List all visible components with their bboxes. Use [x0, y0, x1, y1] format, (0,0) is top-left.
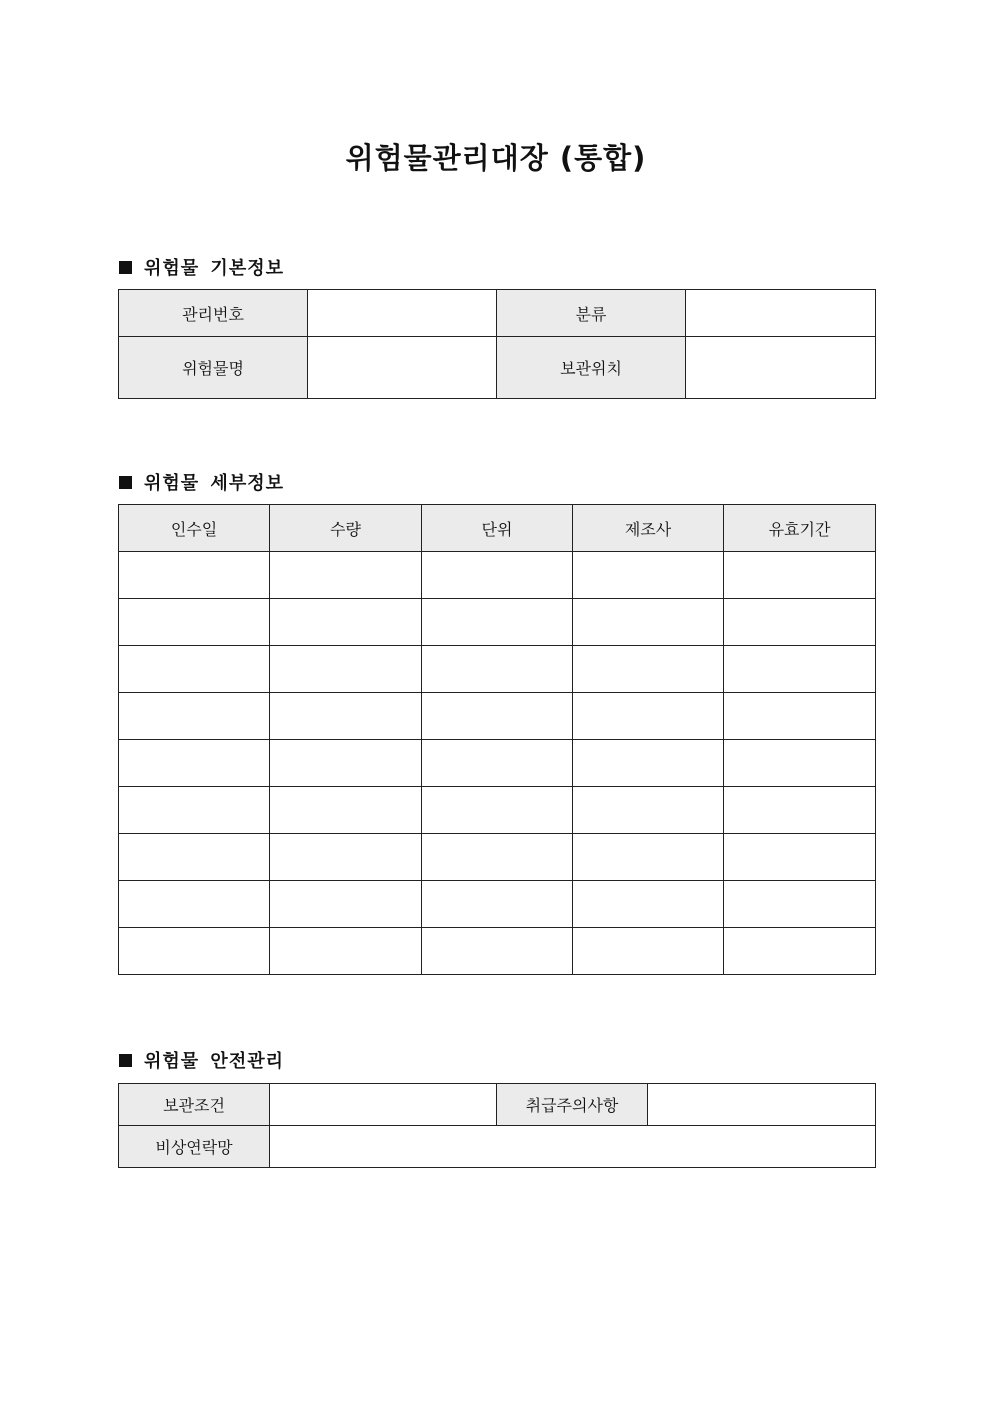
- table-row: [119, 693, 876, 740]
- table-cell[interactable]: [270, 552, 422, 599]
- column-header-manufacturer: 제조사: [573, 505, 724, 552]
- table-cell[interactable]: [422, 834, 573, 881]
- storage-conditions-field[interactable]: [270, 1084, 497, 1126]
- table-cell[interactable]: [119, 928, 270, 975]
- section-heading-basic: [119, 254, 284, 280]
- table-row: [119, 834, 876, 881]
- column-header-expiry: 유효기간: [724, 505, 876, 552]
- column-header-received-date: 인수일: [119, 505, 270, 552]
- section-heading-safety-label: 위험물 안전관리: [144, 1051, 284, 1072]
- table-cell[interactable]: [573, 646, 724, 693]
- table-cell[interactable]: [422, 599, 573, 646]
- section-heading-detail-label: 위험물 세부정보: [144, 473, 284, 494]
- table-row: [119, 599, 876, 646]
- black-square-icon: [119, 476, 132, 489]
- table-row: [119, 740, 876, 787]
- table-cell[interactable]: [119, 646, 270, 693]
- table-cell[interactable]: [724, 646, 876, 693]
- table-cell[interactable]: [422, 646, 573, 693]
- category-field[interactable]: [686, 290, 876, 337]
- table-cell[interactable]: [119, 740, 270, 787]
- table-cell[interactable]: [119, 834, 270, 881]
- table-cell[interactable]: [119, 693, 270, 740]
- table-cell[interactable]: [119, 552, 270, 599]
- table-cell[interactable]: [724, 834, 876, 881]
- table-row: [119, 787, 876, 834]
- table-cell[interactable]: [573, 552, 724, 599]
- table-cell[interactable]: [724, 787, 876, 834]
- table-cell[interactable]: [119, 599, 270, 646]
- table-cell[interactable]: [270, 646, 422, 693]
- management-no-field[interactable]: [308, 290, 497, 337]
- table-row: [119, 928, 876, 975]
- table-cell[interactable]: [270, 693, 422, 740]
- table-cell[interactable]: [270, 599, 422, 646]
- table-cell[interactable]: [724, 881, 876, 928]
- table-cell[interactable]: [270, 928, 422, 975]
- table-row: [119, 881, 876, 928]
- table-cell[interactable]: [270, 881, 422, 928]
- section-heading-basic-label: 위험물 기본정보: [144, 258, 284, 279]
- hazmat-name-field[interactable]: [308, 337, 497, 399]
- table-cell[interactable]: [724, 693, 876, 740]
- table-cell[interactable]: [422, 740, 573, 787]
- table-row: [119, 646, 876, 693]
- table-cell[interactable]: [724, 740, 876, 787]
- table-cell[interactable]: [573, 599, 724, 646]
- table-cell[interactable]: [573, 740, 724, 787]
- emergency-contacts-label: 비상연락망: [119, 1126, 270, 1168]
- section-heading-safety: [119, 1047, 284, 1073]
- table-cell[interactable]: [573, 928, 724, 975]
- storage-location-field[interactable]: [686, 337, 876, 399]
- table-row: [119, 552, 876, 599]
- table-cell[interactable]: [724, 599, 876, 646]
- column-header-quantity: 수량: [270, 505, 422, 552]
- category-label: 분류: [497, 290, 686, 337]
- storage-location-label: 보관위치: [497, 337, 686, 399]
- storage-conditions-label: 보관조건: [119, 1084, 270, 1126]
- handling-precautions-label: 취급주의사항: [497, 1084, 648, 1126]
- section-heading-detail: [119, 469, 284, 495]
- column-header-unit: 단위: [422, 505, 573, 552]
- table-cell[interactable]: [270, 740, 422, 787]
- handling-precautions-field[interactable]: [648, 1084, 876, 1126]
- document-title: 위험물관리대장 (통합): [345, 141, 647, 175]
- table-cell[interactable]: [119, 881, 270, 928]
- table-cell[interactable]: [422, 928, 573, 975]
- table-cell[interactable]: [573, 834, 724, 881]
- table-cell[interactable]: [724, 552, 876, 599]
- table-cell[interactable]: [724, 928, 876, 975]
- detail-info-table: [118, 504, 876, 975]
- management-no-label: 관리번호: [119, 290, 308, 337]
- black-square-icon: [119, 261, 132, 274]
- table-cell[interactable]: [422, 693, 573, 740]
- table-cell[interactable]: [422, 787, 573, 834]
- safety-management-table: [118, 1083, 876, 1168]
- table-cell[interactable]: [119, 787, 270, 834]
- hazmat-name-label: 위험물명: [119, 337, 308, 399]
- table-cell[interactable]: [422, 552, 573, 599]
- emergency-contacts-field[interactable]: [270, 1126, 876, 1168]
- basic-info-table: [118, 289, 876, 399]
- table-cell[interactable]: [573, 881, 724, 928]
- table-cell[interactable]: [573, 787, 724, 834]
- table-cell[interactable]: [270, 834, 422, 881]
- table-cell[interactable]: [422, 881, 573, 928]
- table-cell[interactable]: [270, 787, 422, 834]
- table-cell[interactable]: [573, 693, 724, 740]
- black-square-icon: [119, 1054, 132, 1067]
